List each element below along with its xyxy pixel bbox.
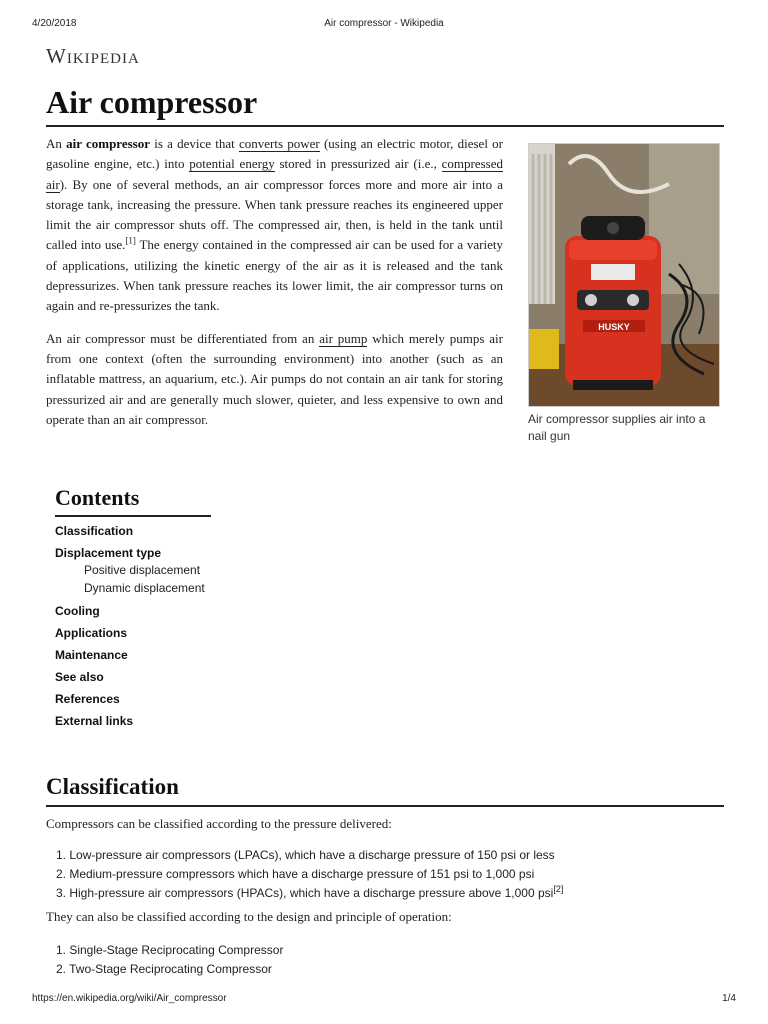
classification-intro: Compressors can be classified according to the pressure delivered: xyxy=(46,816,392,831)
toc-item[interactable]: Classification xyxy=(55,524,134,538)
wikipedia-logo[interactable]: Wikipedia xyxy=(46,44,140,68)
text-run: An xyxy=(46,136,67,151)
page-title: Air compressor xyxy=(46,84,258,120)
wiki-link[interactable]: potential energy xyxy=(189,156,275,172)
list-item xyxy=(56,846,563,865)
text-run: ). By one of several methods, an air compressor forces more and more air into a storage tank, increasing the pressure. When tank pressure reaches its engineered upper limit the air compressor shuts off. The compressed air, then, is held in the tank until called into use. xyxy=(46,176,503,253)
toc-item[interactable]: See also xyxy=(55,670,104,684)
air-compressor-photo[interactable] xyxy=(528,143,720,407)
toc-item[interactable]: Cooling xyxy=(55,604,100,618)
print-header xyxy=(32,18,736,32)
list-item-text: 1. Single-Stage Reciprocating Compressor xyxy=(56,943,284,957)
print-doc-title: Air compressor - Wikipedia xyxy=(324,18,444,29)
list-item-text: 2. Medium-pressure compressors which have a discharge pressure of 151 psi to 1,000 psi xyxy=(56,867,535,881)
classification-heading: Classification xyxy=(46,774,179,799)
print-page-number: 1/4 xyxy=(722,993,736,1004)
wiki-link[interactable]: compressed air xyxy=(46,156,503,192)
print-footer xyxy=(32,993,736,1007)
toc-item[interactable]: Maintenance xyxy=(55,648,128,662)
contents-heading: Contents xyxy=(55,485,211,517)
list-item xyxy=(56,865,563,884)
lead-paragraph-2 xyxy=(46,329,503,430)
toc-item[interactable]: Displacement type xyxy=(55,546,162,560)
toc-item[interactable]: External links xyxy=(55,714,134,728)
air-compressor-illustration xyxy=(529,144,719,406)
section-divider xyxy=(46,805,724,807)
svg-text:HUSKY: HUSKY xyxy=(598,322,630,332)
bold-term: air compressor xyxy=(66,136,150,151)
lead-paragraph-1 xyxy=(46,134,503,317)
infobox-caption: Air compressor supplies air into a nail gun xyxy=(528,412,706,443)
print-date: 4/20/2018 xyxy=(32,18,77,29)
text-run: (using an electric motor, diesel or gasoline engine, etc.) into xyxy=(46,136,503,172)
citation-ref[interactable]: [2] xyxy=(553,884,564,894)
citation-ref[interactable]: [1] xyxy=(125,236,136,247)
text-run: stored in pressurized air (i.e., xyxy=(274,156,442,172)
text-run: An air compressor must be differentiated from an xyxy=(46,330,320,346)
list-item xyxy=(56,960,283,979)
wiki-link[interactable]: converts power xyxy=(238,136,320,151)
toc-item[interactable]: Applications xyxy=(55,626,128,640)
toc-list xyxy=(55,523,211,729)
list-item-text: 1. Low-pressure air compressors (LPACs), which have a discharge pressure of 150 psi or less xyxy=(56,848,555,862)
design-class-list xyxy=(56,941,283,979)
list-item xyxy=(56,884,563,903)
text-run: The energy contained in the compressed air can be used for a variety of applications, utilizing the kinetic energy of the air as it is released and the tank depressurizes. When tank pressure reaches its lower limit, the air compressor turns on again and re-pressurizes the tank. xyxy=(46,237,503,314)
table-of-contents xyxy=(55,485,211,729)
toc-item[interactable]: References xyxy=(55,692,120,706)
list-item-text: 2. Two-Stage Reciprocating Compressor xyxy=(56,962,272,976)
lead-section xyxy=(46,134,503,442)
print-url: https://en.wikipedia.org/wiki/Air_compressor xyxy=(32,993,227,1004)
classification-intro-2: They can also be classified according to the design and principle of operation: xyxy=(46,909,452,924)
list-item xyxy=(56,941,283,960)
text-run: is a device that xyxy=(150,136,239,151)
infobox xyxy=(528,143,720,445)
title-divider xyxy=(46,125,724,127)
toc-item[interactable]: Positive displacement xyxy=(84,563,201,577)
wiki-link[interactable]: air pump xyxy=(319,330,368,346)
toc-item[interactable]: Dynamic displacement xyxy=(84,581,205,595)
pressure-class-list xyxy=(56,846,563,903)
text-run: which merely pumps air from one context (often the surrounding environment) into another (such as an inflatable mattress, an aquarium, etc.). Air pumps do not contain an air tank for storing pressurized air and are generally much slower, quieter, and less expensive to own and operate than an air compressor. xyxy=(46,330,503,427)
list-item-text: 3. High-pressure air compressors (HPACs), which have a discharge pressure above 1,000 psi xyxy=(56,886,554,900)
